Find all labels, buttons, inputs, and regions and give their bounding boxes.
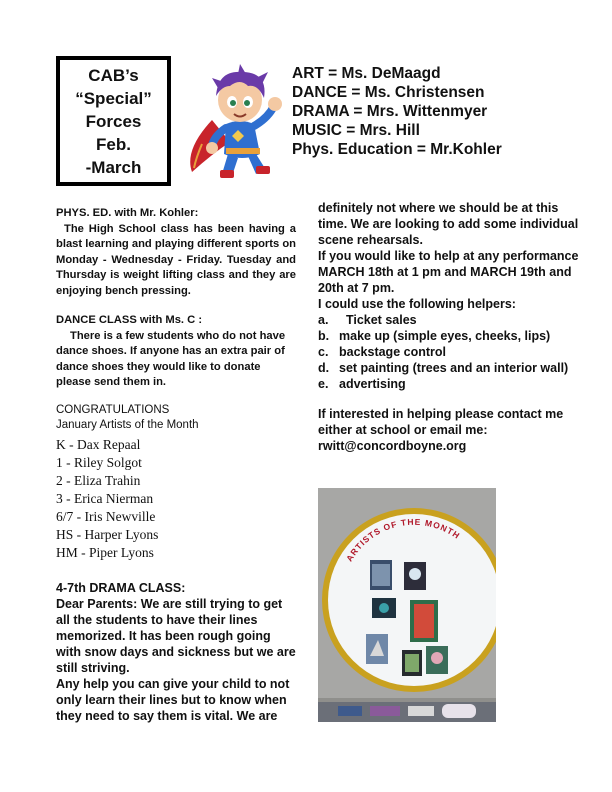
title-line: CAB’s [88,65,139,85]
teacher-music: MUSIC = Mrs. Hill [292,122,420,139]
teacher-list [292,64,502,159]
artist-item: 3 - Erica Nierman [56,490,154,506]
right-column [318,200,580,454]
artist-item: 2 - Eliza Trahin [56,472,141,488]
drama-para-2: Any help you can give your child to not only learn their lines but to know when they need to say them is vital. We are [56,676,290,723]
title-line: -March [85,157,142,177]
helper-item: d. set painting (trees and an interior wall) [318,361,569,375]
newsletter-title [56,56,171,186]
contact-info: If interested in helping please contact me either at school or email me: rwitt@concordboyne.org [318,407,564,453]
left-column [56,206,296,724]
phys-ed-heading: PHYS. ED. with Mr. Kohler: [56,207,199,219]
artist-item: K - Dax Repaal [56,436,141,452]
artists-of-month-photo [318,488,496,722]
photo-banner: ARTISTS OF THE MONTH [344,516,463,564]
artist-item: 1 - Riley Solgot [56,454,142,470]
artist-item: HM - Piper Lyons [56,544,154,560]
helper-item: c. backstage control [318,345,446,359]
drama-para-1: Dear Parents: We are still trying to get all the students to have their lines memorized. It has been rough going with snow days and sickness but we are still striving. [56,596,296,675]
artist-item: 6/7 - Iris Newville [56,508,156,524]
title-line: “Special” [75,88,152,108]
helpers-list [318,312,580,392]
teacher-drama: DRAMA = Mrs. Wittenmyer [292,103,488,120]
superhero-illustration [182,62,292,182]
title-line: Feb. [96,134,131,154]
helper-item: e. advertising [318,377,406,391]
artists-list [56,436,296,562]
teacher-phys-ed: Phys. Education = Mr.Kohler [292,141,502,158]
drama-para-4: If you would like to help at any performance MARCH 18th at 1 pm and MARCH 19th and 20th at 7 pm. [318,249,579,295]
title-line: Forces [85,111,142,131]
dance-body: There is a few students who do not have dance shoes. If anyone has an extra pair of dance shoes they would like to donate please send them in. [56,329,286,388]
drama-para-3: definitely not where we should be at this time. We are looking to add some individual scene rehearsals. [318,201,579,247]
phys-ed-body: The High School class has been having a blast learning and playing different sports on Monday - Wednesday - Friday. Tuesday and Thursday is weight lifting class and they are enjoying bench pressing. [56,222,296,297]
teacher-art: ART = Ms. DeMaagd [292,65,441,82]
dance-heading: DANCE CLASS with Ms. C : [56,314,203,326]
helper-item: a. Ticket sales [318,313,417,327]
congrats-heading: CONGRATULATIONS [56,403,170,416]
teacher-dance: DANCE = Ms. Christensen [292,84,485,101]
artist-item: HS - Harper Lyons [56,526,159,542]
congrats-subheading: January Artists of the Month [56,418,199,431]
drama-heading: 4-7th DRAMA CLASS: [56,580,186,595]
helper-item: b. make up (simple eyes, cheeks, lips) [318,329,551,343]
helpers-intro: I could use the following helpers: [318,297,516,311]
